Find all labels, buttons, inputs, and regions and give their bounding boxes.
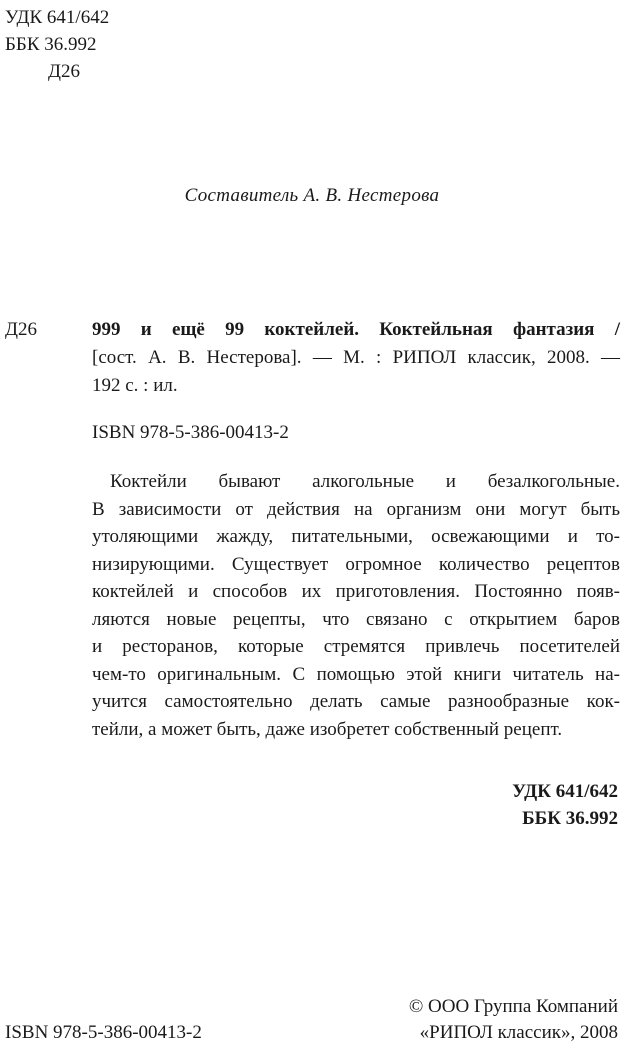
copyright-line-2: «РИПОЛ классик», 2008 (419, 1022, 618, 1043)
bibliographic-record (92, 316, 620, 400)
annotation-line: низирующими. Существует огромное количество рецептов (92, 553, 620, 575)
catalog-code-entry: Д26 (5, 319, 37, 340)
book-title: 999 и ещё 99 коктейлей. Коктейльная фантазия / (92, 319, 620, 340)
udk-code-top: УДК 641/642 (5, 7, 110, 28)
page-count: 192 с. : ил. (92, 375, 178, 396)
publication-info: [сост. А. В. Нестерова]. — М. : РИПОЛ классик, 2008. — (92, 347, 620, 368)
annotation-line: учится самостоятельно делать самые разнообразные кок- (92, 691, 620, 712)
bbk-code-bottom: ББК 36.992 (522, 808, 618, 829)
isbn-entry: ISBN 978-5-386-00413-2 (92, 422, 289, 443)
annotation-line: тейли, а может быть, даже изобретет собственный рецепт. (92, 718, 563, 740)
annotation-line: и ресторанов, которые стремятся привлечь посетителей (92, 636, 620, 657)
annotation-line: коктейлей и способов их приготовления. Постоянно появ- (92, 581, 620, 602)
compiler-credit: Составитель А. В. Нестерова (184, 185, 440, 206)
catalog-code-top: Д26 (48, 61, 80, 82)
annotation-line: Коктейли бывают алкогольные и безалкогольные. (110, 471, 620, 492)
annotation-line: ляются новые рецепты, что связано с открытием баров (92, 608, 620, 630)
isbn-imprint: ISBN 978-5-386-00413-2 (5, 1022, 202, 1043)
udk-code-bottom: УДК 641/642 (512, 781, 618, 802)
bbk-code-top: ББК 36.992 (5, 34, 97, 55)
annotation-line: В зависимости от действия на организм они могут быть (92, 498, 620, 520)
annotation-line: утоляющими жажду, питательными, освежающими и то- (92, 526, 620, 547)
annotation (92, 468, 620, 743)
copyright-line-1: © ООО Группа Компаний (408, 996, 618, 1017)
annotation-line: чем-то оригинальным. С помощью этой книги читатель на- (92, 663, 620, 685)
